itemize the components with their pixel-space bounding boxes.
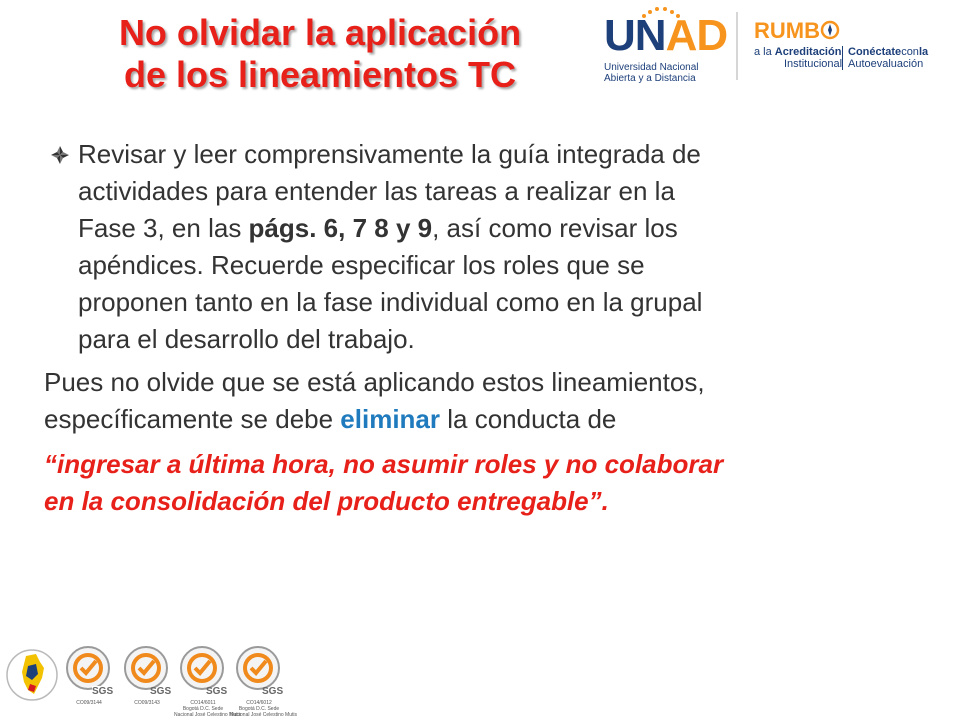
diamond-bullet-icon — [50, 145, 70, 165]
reminder-paragraph — [44, 364, 924, 438]
unad-wordmark: UNAD — [604, 11, 728, 60]
rumbo-logo — [754, 18, 954, 78]
eliminar-highlight: eliminar — [340, 404, 441, 434]
sgs-certificate-1: SGS CO09/3144 — [62, 644, 114, 716]
rumbo-tagline-1: Conéctateconla — [848, 46, 929, 58]
cert-code: CO09/3143 — [134, 700, 160, 706]
emphasis-quote — [44, 446, 924, 520]
title-line-1: No olvidar la aplicación — [118, 12, 522, 53]
sgs-certificate-3: SGS CO14/6011 Bogotá D.C. Sede Nacional José Celestino Mutis — [176, 644, 228, 716]
cert-code: CO09/3144 — [76, 700, 102, 706]
bullet-item — [44, 136, 924, 358]
title-line-2: de los lineamientos TC — [123, 54, 517, 95]
cert-code: CO14/6012 Bogotá D.C. Sede Nacional José Celestino Mutis — [230, 700, 297, 718]
unad-subtitle: Universidad Nacional Abierta y a Distancia — [604, 62, 699, 84]
unad-logo — [598, 6, 728, 86]
paragraph-line: Pues no olvide que se está aplicando estos lineamientos, — [44, 367, 705, 397]
bullet-line: actividades para entender las tareas a realizar en la — [78, 176, 675, 206]
quote-line: en la consolidación del producto entregable”. — [44, 486, 609, 516]
sgs-certificate-4: SGS CO14/6012 Bogotá D.C. Sede Nacional José Celestino Mutis — [232, 644, 284, 716]
bullet-line: proponen tanto en la fase individual como en la grupal — [78, 287, 703, 317]
slide-body — [44, 136, 924, 520]
pages-reference: págs. 6, 7 8 y 9 — [248, 213, 433, 243]
colombia-map-icon — [6, 646, 58, 704]
rumbo-subtitle-1: a la Acreditación — [754, 46, 842, 58]
bullet-line: para el desarrollo del trabajo. — [78, 324, 415, 354]
bullet-line: Revisar y leer comprensivamente la guía integrada de — [78, 139, 701, 169]
rumbo-divider — [842, 46, 843, 70]
rumbo-subtitle-2: Institucional — [784, 58, 843, 70]
rumbo-tagline-2: Autoevaluación — [848, 58, 924, 70]
certification-footer — [4, 640, 297, 720]
slide-title — [60, 12, 580, 96]
bullet-line: Fase 3, en las págs. 6, 7 8 y 9, así como revisar los — [78, 213, 678, 243]
rumbo-wordmark: RUMB — [754, 18, 840, 44]
header-divider — [736, 12, 738, 80]
cert-code: CO14/6011 Bogotá D.C. Sede Nacional José Celestino Mutis — [174, 700, 241, 718]
sgs-certificate-2: SGS CO09/3143 — [120, 644, 172, 716]
paragraph-line: específicamente se debe eliminar la conducta de — [44, 404, 617, 434]
compass-icon — [820, 20, 840, 40]
bullet-line: apéndices. Recuerde especificar los roles que se — [78, 250, 645, 280]
quote-line: “ingresar a última hora, no asumir roles y no colaborar — [44, 449, 724, 479]
